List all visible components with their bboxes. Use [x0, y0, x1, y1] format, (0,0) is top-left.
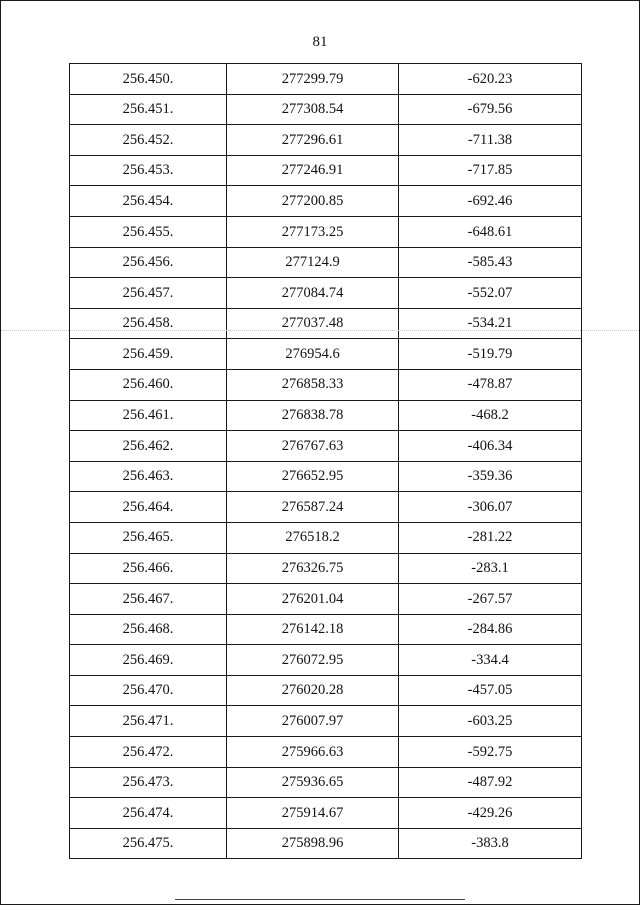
point-number-cell: 256.463.	[70, 461, 227, 492]
y-coordinate-cell: -267.57	[399, 584, 582, 615]
x-coordinate-cell: 276020.28	[227, 675, 399, 706]
point-number-cell: 256.457.	[70, 278, 227, 309]
y-coordinate-cell: -692.46	[399, 186, 582, 217]
point-number-cell: 256.454.	[70, 186, 227, 217]
table-row	[70, 247, 582, 278]
table-row	[70, 94, 582, 125]
table-row	[70, 308, 582, 339]
y-coordinate-cell: -592.75	[399, 737, 582, 768]
y-coordinate-cell: -519.79	[399, 339, 582, 370]
x-coordinate-cell: 277246.91	[227, 155, 399, 186]
y-coordinate-cell: -383.8	[399, 828, 582, 859]
y-coordinate-cell: -534.21	[399, 308, 582, 339]
x-coordinate-cell: 277084.74	[227, 278, 399, 309]
y-coordinate-cell: -478.87	[399, 369, 582, 400]
table-row	[70, 706, 582, 737]
x-coordinate-cell: 275936.65	[227, 767, 399, 798]
point-number-cell: 256.460.	[70, 369, 227, 400]
x-coordinate-cell: 275914.67	[227, 798, 399, 829]
y-coordinate-cell: -406.34	[399, 431, 582, 462]
y-coordinate-cell: -457.05	[399, 675, 582, 706]
x-coordinate-cell: 276838.78	[227, 400, 399, 431]
x-coordinate-cell: 277037.48	[227, 308, 399, 339]
y-coordinate-cell: -306.07	[399, 492, 582, 523]
point-number-cell: 256.464.	[70, 492, 227, 523]
table-row	[70, 155, 582, 186]
y-coordinate-cell: -334.4	[399, 645, 582, 676]
x-coordinate-cell: 275898.96	[227, 828, 399, 859]
table-row	[70, 400, 582, 431]
table-row	[70, 369, 582, 400]
point-number-cell: 256.456.	[70, 247, 227, 278]
point-number-cell: 256.468.	[70, 614, 227, 645]
table-row	[70, 553, 582, 584]
y-coordinate-cell: -487.92	[399, 767, 582, 798]
table-row	[70, 125, 582, 156]
x-coordinate-cell: 276518.2	[227, 522, 399, 553]
y-coordinate-cell: -284.86	[399, 614, 582, 645]
table-row	[70, 614, 582, 645]
y-coordinate-cell: -603.25	[399, 706, 582, 737]
page-number: 81	[312, 34, 328, 50]
table-row	[70, 216, 582, 247]
point-number-cell: 256.450.	[70, 64, 227, 95]
table-row	[70, 584, 582, 615]
point-number-cell: 256.470.	[70, 675, 227, 706]
table-row	[70, 278, 582, 309]
table-row	[70, 767, 582, 798]
table-row	[70, 492, 582, 523]
table-row	[70, 645, 582, 676]
x-coordinate-cell: 276587.24	[227, 492, 399, 523]
point-number-cell: 256.458.	[70, 308, 227, 339]
x-coordinate-cell: 276858.33	[227, 369, 399, 400]
point-number-cell: 256.453.	[70, 155, 227, 186]
x-coordinate-cell: 276954.6	[227, 339, 399, 370]
y-coordinate-cell: -281.22	[399, 522, 582, 553]
table-row	[70, 675, 582, 706]
point-number-cell: 256.451.	[70, 94, 227, 125]
scan-artifact-line	[1, 330, 640, 331]
point-number-cell: 256.475.	[70, 828, 227, 859]
coordinates-table	[69, 63, 582, 859]
point-number-cell: 256.461.	[70, 400, 227, 431]
point-number-cell: 256.466.	[70, 553, 227, 584]
table-row	[70, 828, 582, 859]
point-number-cell: 256.473.	[70, 767, 227, 798]
x-coordinate-cell: 276652.95	[227, 461, 399, 492]
scan-artifact-bottom-line	[175, 899, 465, 900]
y-coordinate-cell: -711.38	[399, 125, 582, 156]
x-coordinate-cell: 276767.63	[227, 431, 399, 462]
y-coordinate-cell: -620.23	[399, 64, 582, 95]
table-row	[70, 431, 582, 462]
point-number-cell: 256.469.	[70, 645, 227, 676]
table-row	[70, 64, 582, 95]
x-coordinate-cell: 277173.25	[227, 216, 399, 247]
x-coordinate-cell: 277200.85	[227, 186, 399, 217]
y-coordinate-cell: -468.2	[399, 400, 582, 431]
y-coordinate-cell: -648.61	[399, 216, 582, 247]
point-number-cell: 256.455.	[70, 216, 227, 247]
point-number-cell: 256.459.	[70, 339, 227, 370]
table-row	[70, 798, 582, 829]
point-number-cell: 256.465.	[70, 522, 227, 553]
table-row	[70, 461, 582, 492]
y-coordinate-cell: -429.26	[399, 798, 582, 829]
point-number-cell: 256.472.	[70, 737, 227, 768]
x-coordinate-cell: 277296.61	[227, 125, 399, 156]
y-coordinate-cell: -283.1	[399, 553, 582, 584]
table-row	[70, 737, 582, 768]
y-coordinate-cell: -679.56	[399, 94, 582, 125]
x-coordinate-cell: 277299.79	[227, 64, 399, 95]
y-coordinate-cell: -585.43	[399, 247, 582, 278]
table-row	[70, 522, 582, 553]
x-coordinate-cell: 276326.75	[227, 553, 399, 584]
table-row	[70, 186, 582, 217]
point-number-cell: 256.452.	[70, 125, 227, 156]
table-row	[70, 339, 582, 370]
x-coordinate-cell: 277124.9	[227, 247, 399, 278]
x-coordinate-cell: 276201.04	[227, 584, 399, 615]
point-number-cell: 256.462.	[70, 431, 227, 462]
point-number-cell: 256.471.	[70, 706, 227, 737]
x-coordinate-cell: 277308.54	[227, 94, 399, 125]
coordinates-table-body	[70, 64, 582, 859]
x-coordinate-cell: 276007.97	[227, 706, 399, 737]
x-coordinate-cell: 276142.18	[227, 614, 399, 645]
y-coordinate-cell: -359.36	[399, 461, 582, 492]
point-number-cell: 256.474.	[70, 798, 227, 829]
y-coordinate-cell: -552.07	[399, 278, 582, 309]
x-coordinate-cell: 275966.63	[227, 737, 399, 768]
point-number-cell: 256.467.	[70, 584, 227, 615]
y-coordinate-cell: -717.85	[399, 155, 582, 186]
x-coordinate-cell: 276072.95	[227, 645, 399, 676]
